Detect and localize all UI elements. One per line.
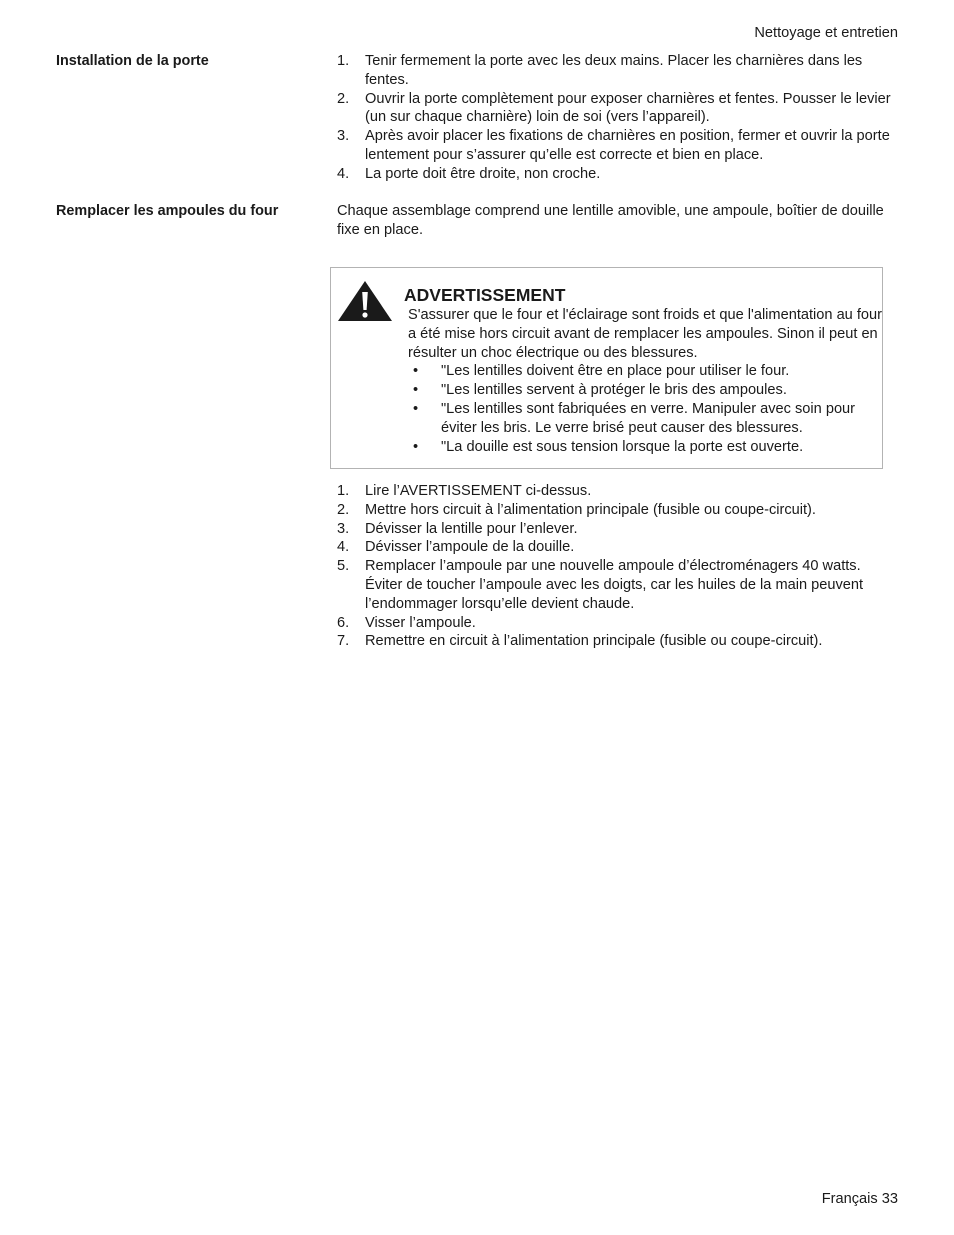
list-item xyxy=(408,381,884,400)
section-title-replace-bulbs: Remplacer les ampoules du four xyxy=(56,203,279,219)
list-item xyxy=(337,557,901,613)
step-text: Ouvrir la porte complètement pour exposer charnières et fentes. Pousser le levier (un sur chaque charnière) loin de soi (vers l’appareil). xyxy=(365,90,891,126)
step-number: 2. xyxy=(337,501,350,518)
intro-paragraph: Chaque assemblage comprend une lentille amovible, une ampoule, boîtier de douille fixe en place. xyxy=(337,203,884,238)
step-text: Remettre en circuit à l’alimentation principale (fusible ou coupe-circuit). xyxy=(365,633,823,650)
list-item xyxy=(337,538,901,557)
step-text: Après avoir placer les fixations de charnières en position, fermer et ouvrir la porte lentement pour s’assurer qu’elle est correcte et bien en place. xyxy=(365,128,890,163)
replace-bulbs-steps xyxy=(337,482,901,651)
page-number: Français 33 xyxy=(821,1191,898,1207)
step-number: 6. xyxy=(337,614,350,631)
list-item xyxy=(337,482,901,501)
list-item xyxy=(337,520,901,539)
list-item xyxy=(337,614,901,633)
list-item xyxy=(337,52,901,90)
bullet-icon: • xyxy=(413,438,419,455)
step-text: Tenir fermement la porte avec les deux mains. Placer les charnières dans les fentes. xyxy=(365,53,863,88)
step-number: 3. xyxy=(337,128,350,145)
section-title-door-installation: Installation de la porte xyxy=(56,53,209,69)
step-number: 3. xyxy=(337,520,350,537)
bullet-text: "Les lentilles sont fabriquées en verre. Manipuler avec soin pour éviter les bris. Le verre brisé peut causer des blessures. xyxy=(441,400,856,436)
list-item xyxy=(337,90,901,128)
step-number: 4. xyxy=(337,165,350,182)
warning-box xyxy=(330,267,883,469)
list-item xyxy=(337,501,901,520)
step-text: Lire l’AVERTISSEMENT ci-dessus. xyxy=(365,483,592,499)
step-text: Mettre hors circuit à l’alimentation principale (fusible ou coupe-circuit). xyxy=(365,501,816,518)
bullet-icon: • xyxy=(413,382,419,399)
warning-body xyxy=(408,306,884,456)
replace-bulbs-intro xyxy=(337,202,901,240)
step-text: Dévisser l’ampoule de la douille. xyxy=(365,539,575,556)
step-text: Visser l’ampoule. xyxy=(365,614,476,631)
bullet-icon: • xyxy=(413,363,419,380)
bullet-icon: • xyxy=(413,400,419,417)
bullet-text: "La douille est sous tension lorsque la porte est ouverte. xyxy=(441,438,804,455)
warning-title: ADVERTISSEMENT xyxy=(404,285,566,305)
list-item xyxy=(337,165,901,184)
step-number: 2. xyxy=(337,90,350,107)
step-number: 4. xyxy=(337,539,350,556)
list-item xyxy=(408,362,884,381)
warning-text: S'assurer que le four et l'éclairage sont froids et que l'alimentation au four a été mise hors circuit avant de remplacer les ampoules. Sinon il peut en résulter un choc électrique ou des blessures. xyxy=(408,307,883,361)
step-text: La porte doit être droite, non croche. xyxy=(365,165,601,182)
list-item xyxy=(408,400,884,438)
door-installation-steps xyxy=(337,52,901,184)
step-text: Remplacer l’ampoule par une nouvelle ampoule d’électroménagers 40 watts. Éviter de toucher l’ampoule avec les doigts, car les huiles de la main peuvent l’endommager lorsqu’elle devient chaude. xyxy=(365,558,864,612)
warning-bullets xyxy=(408,362,884,456)
step-number: 1. xyxy=(337,483,350,499)
bullet-text: "Les lentilles servent à protéger le bris des ampoules. xyxy=(441,382,787,399)
step-number: 1. xyxy=(337,53,350,69)
running-header: Nettoyage et entretien xyxy=(754,25,898,41)
step-number: 5. xyxy=(337,558,350,575)
step-number: 7. xyxy=(337,633,350,650)
step-text: Dévisser la lentille pour l’enlever. xyxy=(365,520,578,537)
warning-triangle-icon xyxy=(337,280,393,322)
list-item xyxy=(337,127,901,165)
list-item xyxy=(337,632,901,651)
bullet-text: "Les lentilles doivent être en place pour utiliser le four. xyxy=(441,363,790,380)
list-item xyxy=(408,438,884,457)
